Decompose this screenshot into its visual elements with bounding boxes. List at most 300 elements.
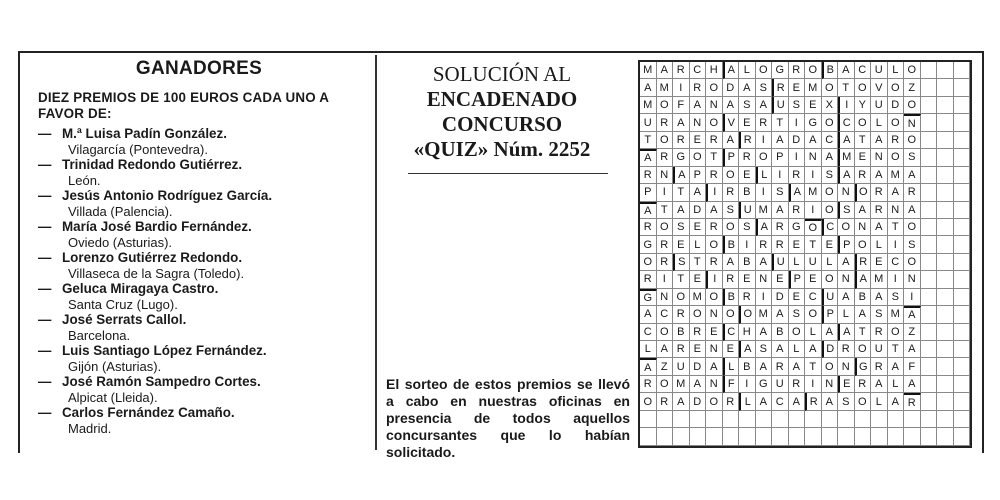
- grid-cell: [954, 202, 971, 219]
- winner-name: [38, 374, 360, 390]
- grid-cell: [954, 114, 971, 131]
- grid-cell: B: [723, 236, 740, 253]
- grid-cell: I: [888, 271, 905, 288]
- grid-cell: M: [657, 79, 674, 96]
- grid-cell: E: [855, 149, 872, 166]
- grid-cell: B: [739, 358, 756, 375]
- grid-cell: O: [640, 393, 657, 410]
- grid-cell: O: [657, 376, 674, 393]
- grid-cell: C: [690, 62, 707, 79]
- grid-cell: C: [657, 306, 674, 323]
- grid-cell: E: [789, 289, 806, 306]
- grid-cell: N: [838, 271, 855, 288]
- grid-cell: G: [805, 114, 822, 131]
- grid-cell: I: [789, 114, 806, 131]
- grid-cell: O: [822, 271, 839, 288]
- grid-cell: [921, 393, 938, 410]
- grid-cell: L: [888, 62, 905, 79]
- winner-item: [38, 374, 360, 405]
- grid-cell: U: [772, 376, 789, 393]
- grid-cell: [921, 289, 938, 306]
- winner-name-text: José Ramón Sampedro Cortes.: [62, 374, 261, 389]
- grid-cell: O: [888, 324, 905, 341]
- grid-cell: A: [871, 289, 888, 306]
- grid-cell: S: [739, 219, 756, 236]
- grid-cell: U: [805, 254, 822, 271]
- grid-cell: [921, 341, 938, 358]
- winner-name-text: Carlos Fernández Camaño.: [62, 405, 235, 420]
- grid-cell: E: [690, 132, 707, 149]
- grid-cell: A: [772, 132, 789, 149]
- grid-cell: R: [838, 341, 855, 358]
- grid-cell: B: [739, 184, 756, 201]
- grid-cell: A: [838, 324, 855, 341]
- grid-cell: [723, 411, 740, 428]
- grid-cell: A: [888, 393, 905, 410]
- grid-cell: [871, 411, 888, 428]
- grid-cell: O: [706, 393, 723, 410]
- winner-item: [38, 157, 360, 188]
- grid-cell: [921, 202, 938, 219]
- winner-place: Madrid.: [68, 420, 112, 436]
- grid-cell: O: [822, 184, 839, 201]
- winner-dash: —: [38, 126, 52, 141]
- grid-cell: [937, 393, 954, 410]
- grid-cell: [937, 184, 954, 201]
- grid-cell: O: [723, 306, 740, 323]
- grid-cell: [838, 411, 855, 428]
- winner-name: [38, 219, 360, 235]
- grid-cell: N: [805, 149, 822, 166]
- grid-cell: L: [871, 393, 888, 410]
- grid-cell: I: [904, 289, 921, 306]
- grid-cell: U: [772, 97, 789, 114]
- grid-cell: [937, 306, 954, 323]
- grid-cell: Z: [904, 324, 921, 341]
- winner-name-text: Jesús Antonio Rodríguez García.: [62, 188, 273, 203]
- grid-cell: I: [657, 271, 674, 288]
- grid-cell: [789, 428, 806, 445]
- grid-cell: R: [855, 254, 872, 271]
- grid-cell: E: [706, 324, 723, 341]
- grid-cell: [822, 428, 839, 445]
- grid-cell: O: [673, 289, 690, 306]
- grid-cell: R: [739, 149, 756, 166]
- grid-cell: [756, 411, 773, 428]
- grid-cell: T: [805, 358, 822, 375]
- grid-cell: T: [772, 114, 789, 131]
- grid-cell: O: [888, 149, 905, 166]
- grid-cell: O: [789, 324, 806, 341]
- grid-cell: [954, 62, 971, 79]
- grid-cell: A: [838, 62, 855, 79]
- grid-cell: A: [871, 167, 888, 184]
- grid-cell: O: [756, 149, 773, 166]
- grid-cell: R: [789, 376, 806, 393]
- winner-place: Alpicat (Lleida).: [68, 389, 158, 405]
- grid-cell: A: [789, 358, 806, 375]
- grid-cell: A: [805, 341, 822, 358]
- grid-cell: O: [657, 324, 674, 341]
- grid-cell: A: [657, 341, 674, 358]
- grid-cell: E: [690, 271, 707, 288]
- grid-cell: L: [888, 376, 905, 393]
- grid-cell: A: [739, 341, 756, 358]
- grid-cell: R: [640, 271, 657, 288]
- grid-cell: R: [706, 219, 723, 236]
- grid-cell: I: [838, 97, 855, 114]
- grid-cell: R: [673, 62, 690, 79]
- grid-cell: I: [772, 167, 789, 184]
- grid-cell: A: [657, 62, 674, 79]
- grid-cell: D: [690, 393, 707, 410]
- grid-cell: [855, 428, 872, 445]
- grid-cell: O: [855, 236, 872, 253]
- grid-cell: O: [888, 114, 905, 131]
- grid-cell: L: [739, 62, 756, 79]
- grid-cell: C: [822, 219, 839, 236]
- grid-cell: R: [657, 254, 674, 271]
- grid-cell: R: [640, 219, 657, 236]
- grid-cell: R: [739, 289, 756, 306]
- grid-cell: [904, 411, 921, 428]
- grid-cell: O: [888, 79, 905, 96]
- grid-cell: [657, 428, 674, 445]
- grid-cell: G: [640, 289, 657, 306]
- grid-cell: S: [673, 219, 690, 236]
- winner-place: León.: [68, 172, 101, 188]
- winner-name-text: Trinidad Redondo Gutiérrez.: [62, 157, 243, 172]
- grid-cell: [937, 358, 954, 375]
- winner-name: [38, 188, 360, 204]
- grid-cell: O: [904, 254, 921, 271]
- grid-cell: O: [904, 132, 921, 149]
- grid-cell: P: [690, 167, 707, 184]
- grid-cell: T: [706, 149, 723, 166]
- grid-cell: C: [772, 393, 789, 410]
- grid-cell: M: [871, 271, 888, 288]
- grid-cell: M: [690, 289, 707, 306]
- grid-cell: L: [871, 236, 888, 253]
- grid-cell: A: [789, 393, 806, 410]
- grid-cell: [723, 428, 740, 445]
- grid-cell: R: [657, 114, 674, 131]
- grid-cell: B: [855, 289, 872, 306]
- grid-cell: R: [888, 132, 905, 149]
- grid-cell: R: [640, 376, 657, 393]
- grid-cell: [921, 376, 938, 393]
- grid-cell: A: [838, 289, 855, 306]
- grid-cell: R: [673, 306, 690, 323]
- grid-cell: [937, 62, 954, 79]
- winner-name: [38, 405, 360, 421]
- grid-cell: G: [855, 358, 872, 375]
- grid-cell: R: [871, 202, 888, 219]
- grid-cell: N: [904, 271, 921, 288]
- grid-cell: [937, 114, 954, 131]
- grid-cell: O: [706, 114, 723, 131]
- grid-cell: D: [772, 289, 789, 306]
- grid-cell: [921, 236, 938, 253]
- grid-cell: E: [805, 97, 822, 114]
- grid-cell: R: [756, 236, 773, 253]
- grid-cell: [937, 376, 954, 393]
- grid-cell: R: [640, 167, 657, 184]
- grid-cell: B: [822, 62, 839, 79]
- grid-cell: A: [871, 376, 888, 393]
- grid-cell: R: [706, 254, 723, 271]
- grid-cell: A: [723, 62, 740, 79]
- solution-heading-line-3: CONCURSO: [441, 112, 563, 136]
- grid-cell: P: [838, 236, 855, 253]
- grid-cell: O: [822, 79, 839, 96]
- grid-cell: [706, 411, 723, 428]
- grid-cell: N: [706, 376, 723, 393]
- grid-cell: U: [871, 97, 888, 114]
- grid-cell: R: [772, 79, 789, 96]
- grid-cell: M: [888, 167, 905, 184]
- grid-cell: A: [640, 306, 657, 323]
- winner-name-text: María José Bardio Fernández.: [62, 219, 252, 234]
- grid-cell: C: [640, 324, 657, 341]
- grid-cell: A: [904, 167, 921, 184]
- grid-cell: [805, 428, 822, 445]
- grid-cell: [838, 428, 855, 445]
- grid-cell: [789, 411, 806, 428]
- grid-cell: O: [723, 167, 740, 184]
- grid-cell: M: [673, 376, 690, 393]
- grid-cell: D: [690, 202, 707, 219]
- winner-dash: —: [38, 343, 52, 358]
- winner-place: Villaseca de la Sagra (Toledo).: [68, 265, 245, 281]
- winner-name-text: Luis Santiago López Fernández.: [62, 343, 267, 358]
- grid-cell: [954, 149, 971, 166]
- grid-cell: C: [822, 132, 839, 149]
- column-divider: [375, 55, 377, 450]
- grid-cell: [921, 132, 938, 149]
- grid-cell: [954, 184, 971, 201]
- grid-cell: N: [756, 271, 773, 288]
- grid-cell: L: [789, 341, 806, 358]
- grid-cell: T: [888, 341, 905, 358]
- grid-cell: T: [855, 324, 872, 341]
- grid-cell: [739, 428, 756, 445]
- winner-dash: —: [38, 250, 52, 265]
- grid-cell: [954, 289, 971, 306]
- grid-cell: D: [723, 79, 740, 96]
- grid-cell: A: [871, 132, 888, 149]
- grid-cell: T: [673, 271, 690, 288]
- grid-cell: R: [657, 393, 674, 410]
- winner-item: [38, 281, 360, 312]
- grid-cell: Z: [904, 79, 921, 96]
- grid-cell: O: [805, 62, 822, 79]
- grid-cell: O: [706, 236, 723, 253]
- grid-cell: A: [640, 79, 657, 96]
- grid-cell: O: [822, 202, 839, 219]
- grid-cell: A: [838, 254, 855, 271]
- grid-cell: B: [723, 289, 740, 306]
- grid-cell: B: [739, 254, 756, 271]
- grid-cell: Z: [657, 358, 674, 375]
- grid-cell: H: [706, 62, 723, 79]
- grid-cell: S: [756, 79, 773, 96]
- grid-cell: [640, 411, 657, 428]
- winner-dash: —: [38, 281, 52, 296]
- grid-cell: L: [739, 393, 756, 410]
- grid-cell: Y: [855, 97, 872, 114]
- grid-cell: E: [739, 167, 756, 184]
- grid-cell: A: [888, 184, 905, 201]
- grid-cell: R: [855, 376, 872, 393]
- winner-item: [38, 405, 360, 436]
- grid-cell: A: [673, 202, 690, 219]
- grid-cell: [855, 411, 872, 428]
- grid-cell: A: [690, 184, 707, 201]
- grid-cell: R: [657, 236, 674, 253]
- winner-item: [38, 188, 360, 219]
- grid-cell: M: [640, 97, 657, 114]
- grid-cell: N: [657, 289, 674, 306]
- grid-cell: B: [673, 324, 690, 341]
- grid-cell: M: [640, 62, 657, 79]
- grid-cell: R: [805, 393, 822, 410]
- grid-cell: E: [822, 236, 839, 253]
- solution-heading: [393, 62, 611, 162]
- grid-cell: D: [888, 97, 905, 114]
- grid-cell: O: [706, 289, 723, 306]
- grid-cell: [640, 428, 657, 445]
- grid-cell: U: [673, 358, 690, 375]
- winners-title: GANADORES: [135, 58, 263, 79]
- grid-cell: O: [904, 97, 921, 114]
- winner-item: [38, 126, 360, 157]
- grid-cell: U: [822, 289, 839, 306]
- grid-cell: [954, 219, 971, 236]
- grid-cell: I: [888, 236, 905, 253]
- grid-cell: L: [640, 341, 657, 358]
- grid-cell: O: [657, 132, 674, 149]
- grid-cell: [921, 114, 938, 131]
- grid-cell: R: [871, 358, 888, 375]
- grid-cell: O: [706, 79, 723, 96]
- grid-cell: C: [888, 254, 905, 271]
- grid-cell: I: [739, 236, 756, 253]
- grid-cell: [739, 411, 756, 428]
- grid-cell: [657, 411, 674, 428]
- grid-cell: [756, 428, 773, 445]
- grid-cell: S: [673, 254, 690, 271]
- grid-cell: M: [756, 306, 773, 323]
- grid-cell: A: [904, 341, 921, 358]
- grid-cell: R: [772, 358, 789, 375]
- grid-cell: [805, 411, 822, 428]
- grid-cell: R: [772, 219, 789, 236]
- grid-cell: [954, 428, 971, 445]
- grid-cell: O: [657, 219, 674, 236]
- grid-cell: A: [756, 393, 773, 410]
- winner-dash: —: [38, 188, 52, 203]
- grid-cell: R: [756, 114, 773, 131]
- grid-cell: U: [772, 254, 789, 271]
- grid-cell: N: [838, 358, 855, 375]
- grid-cell: P: [640, 184, 657, 201]
- grid-cell: I: [673, 79, 690, 96]
- grid-cell: S: [723, 202, 740, 219]
- grid-cell: [772, 411, 789, 428]
- grid-cell: [921, 149, 938, 166]
- grid-cell: [871, 428, 888, 445]
- grid-cell: N: [904, 114, 921, 131]
- grid-cell: M: [756, 202, 773, 219]
- winner-place: Oviedo (Asturias).: [68, 234, 173, 250]
- grid-cell: S: [756, 341, 773, 358]
- heading-underline: [408, 173, 608, 174]
- grid-cell: M: [805, 184, 822, 201]
- grid-cell: I: [756, 132, 773, 149]
- grid-cell: T: [673, 184, 690, 201]
- winner-name: [38, 281, 360, 297]
- winner-name-text: Lorenzo Gutiérrez Redondo.: [62, 250, 243, 265]
- grid-cell: A: [673, 393, 690, 410]
- grid-cell: R: [855, 167, 872, 184]
- grid-cell: E: [805, 271, 822, 288]
- grid-cell: [937, 254, 954, 271]
- grid-cell: [954, 306, 971, 323]
- grid-cell: [954, 79, 971, 96]
- grid-cell: S: [789, 306, 806, 323]
- grid-cell: N: [706, 306, 723, 323]
- grid-cell: [937, 411, 954, 428]
- grid-cell: A: [855, 271, 872, 288]
- grid-cell: R: [739, 132, 756, 149]
- grid-cell: P: [723, 149, 740, 166]
- grid-cell: [954, 236, 971, 253]
- grid-cell: S: [838, 393, 855, 410]
- winner-name-text: Geluca Miragaya Castro.: [62, 281, 219, 296]
- grid-cell: A: [640, 358, 657, 375]
- grid-cell: R: [673, 341, 690, 358]
- grid-cell: L: [871, 114, 888, 131]
- grid-cell: N: [838, 184, 855, 201]
- grid-cell: N: [888, 202, 905, 219]
- grid-cell: O: [855, 114, 872, 131]
- grid-cell: [921, 411, 938, 428]
- grid-cell: S: [789, 97, 806, 114]
- grid-cell: P: [772, 149, 789, 166]
- grid-cell: C: [805, 289, 822, 306]
- winner-name: [38, 157, 360, 173]
- grid-cell: A: [822, 393, 839, 410]
- grid-cell: I: [739, 376, 756, 393]
- grid-cell: [937, 324, 954, 341]
- grid-cell: G: [789, 219, 806, 236]
- grid-cell: O: [723, 219, 740, 236]
- grid-cell: [937, 167, 954, 184]
- grid-cell: O: [822, 114, 839, 131]
- grid-cell: I: [805, 376, 822, 393]
- grid-cell: R: [789, 167, 806, 184]
- solution-heading-line-1: SOLUCIÓN AL: [432, 62, 572, 86]
- grid-cell: S: [871, 306, 888, 323]
- grid-cell: L: [805, 324, 822, 341]
- grid-cell: [673, 411, 690, 428]
- grid-cell: P: [822, 306, 839, 323]
- grid-cell: E: [789, 79, 806, 96]
- grid-cell: T: [855, 132, 872, 149]
- grid-cell: [904, 428, 921, 445]
- grid-cell: O: [756, 62, 773, 79]
